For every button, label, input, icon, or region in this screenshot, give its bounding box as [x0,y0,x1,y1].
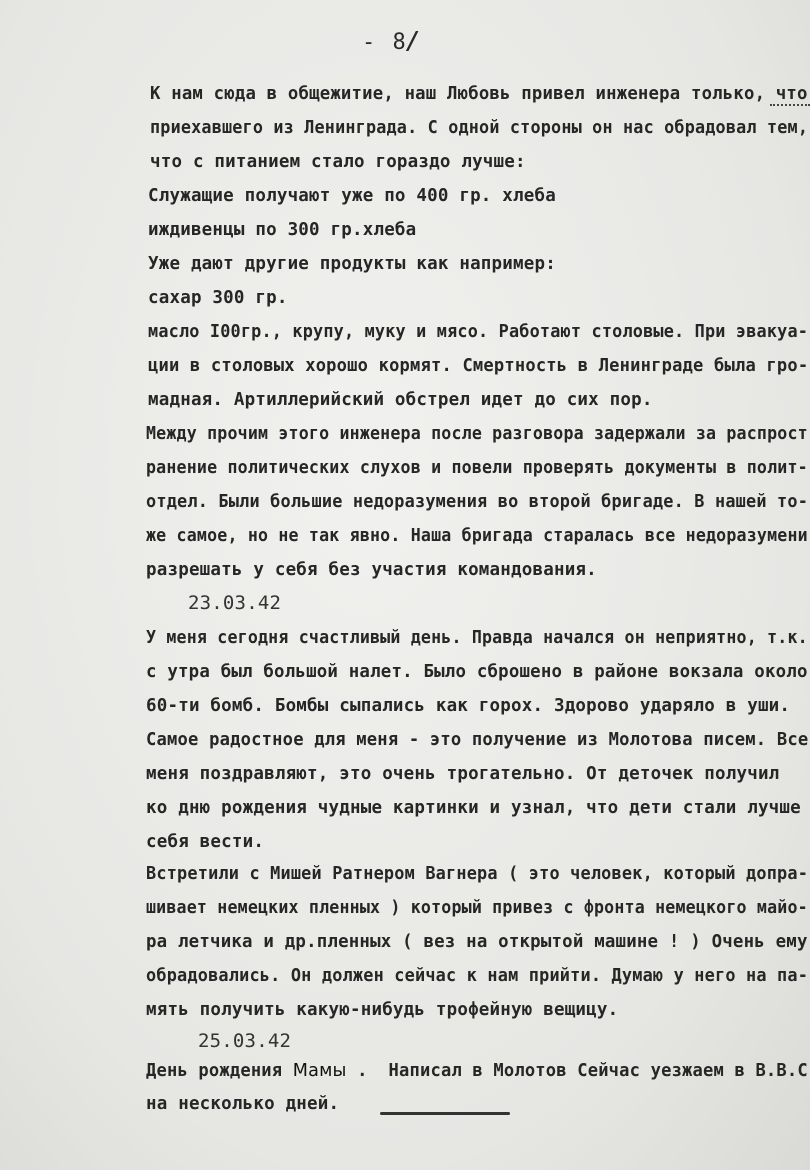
text-fragment: День рождения [146,1061,293,1081]
diary-date: 25.03.42 [198,1030,292,1052]
text-line: Уже дают другие продукты как например: [148,254,556,274]
text-line: обрадовались. Он должен сейчас к нам прийти. Думаю у него на па- [146,966,809,986]
text-line: Самое радостное для меня - это получение из Молотова писем. Все [146,730,809,750]
margin-dash-mark [770,104,810,108]
text-line: ции в столовых хорошо кормят. Смертность в Ленинграде была гро- [148,356,809,376]
page-number-handwritten-mark: / [407,26,419,55]
text-line: с утра был большой налет. Было сброшено в районе вокзала около [146,662,808,682]
text-line: ра летчика и др.пленных ( вез на открытой машине ! ) Очень ему [146,932,808,952]
text-line: У меня сегодня счастливый день. Правда начался он неприятно, т.к. [146,628,808,648]
text-line: сахар 300 гр. [148,288,288,308]
text-line: отдел. Были большие недоразумения во второй бригаде. В нашей то- [146,492,809,512]
text-line: приехавшего из Ленинграда. С одной стороны он нас обрадовал тем, [150,118,809,138]
diary-date: 23.03.42 [188,592,282,614]
text-line: масло I00гр., крупу, муку и мясо. Работают столовые. При эвакуа- [148,322,809,342]
closing-rule [380,1112,510,1115]
handwritten-insert: Мамы [292,1060,347,1081]
text-line: шивает немецких пленных ) который привез с фронта немецкого майо- [146,898,808,918]
text-line: Между прочим этого инженера после разговора задержали за распрост [146,424,808,444]
text-line: мять получить какую-нибудь трофейную вещицу. [146,1000,619,1020]
text-line: иждивенцы по 300 гр.хлеба [148,220,417,240]
text-line: разрешать у себя без участия командования. [146,560,597,580]
text-line: ранение политических слухов и повели проверять документы в полит- [146,458,808,478]
text-line: меня поздравляют, это очень трогательно. От деточек получил [146,764,780,784]
text-line: Встретили с Мишей Ратнером Вагнера ( это человек, который допра- [146,864,809,884]
text-fragment: . Написал в Молотов Сейчас уезжаем в В.В.С [346,1061,808,1081]
text-line-birthday [146,1060,808,1081]
page-number-text: - 8 [362,30,408,55]
text-line: ко дню рождения чудные картинки и узнал, что дети стали лучше [146,798,801,818]
text-line: мадная. Артиллерийский обстрел идет до сих пор. [148,390,653,410]
text-line: на несколько дней. [146,1094,340,1114]
text-line: же самое, но не так явно. Наша бригада старалась все недоразумени [146,526,808,546]
text-line: К нам сюда в общежитие, наш Любовь привел инженера только, что [150,84,808,104]
text-line: себя вести. [146,832,265,852]
text-line: 60-ти бомб. Бомбы сыпались как горох. Здорово ударяло в уши. [146,696,791,716]
text-line: Служащие получают уже по 400 гр. хлеба [148,186,556,206]
text-line: что с питанием стало гораздо лучше: [150,152,526,172]
page-number [362,26,419,55]
